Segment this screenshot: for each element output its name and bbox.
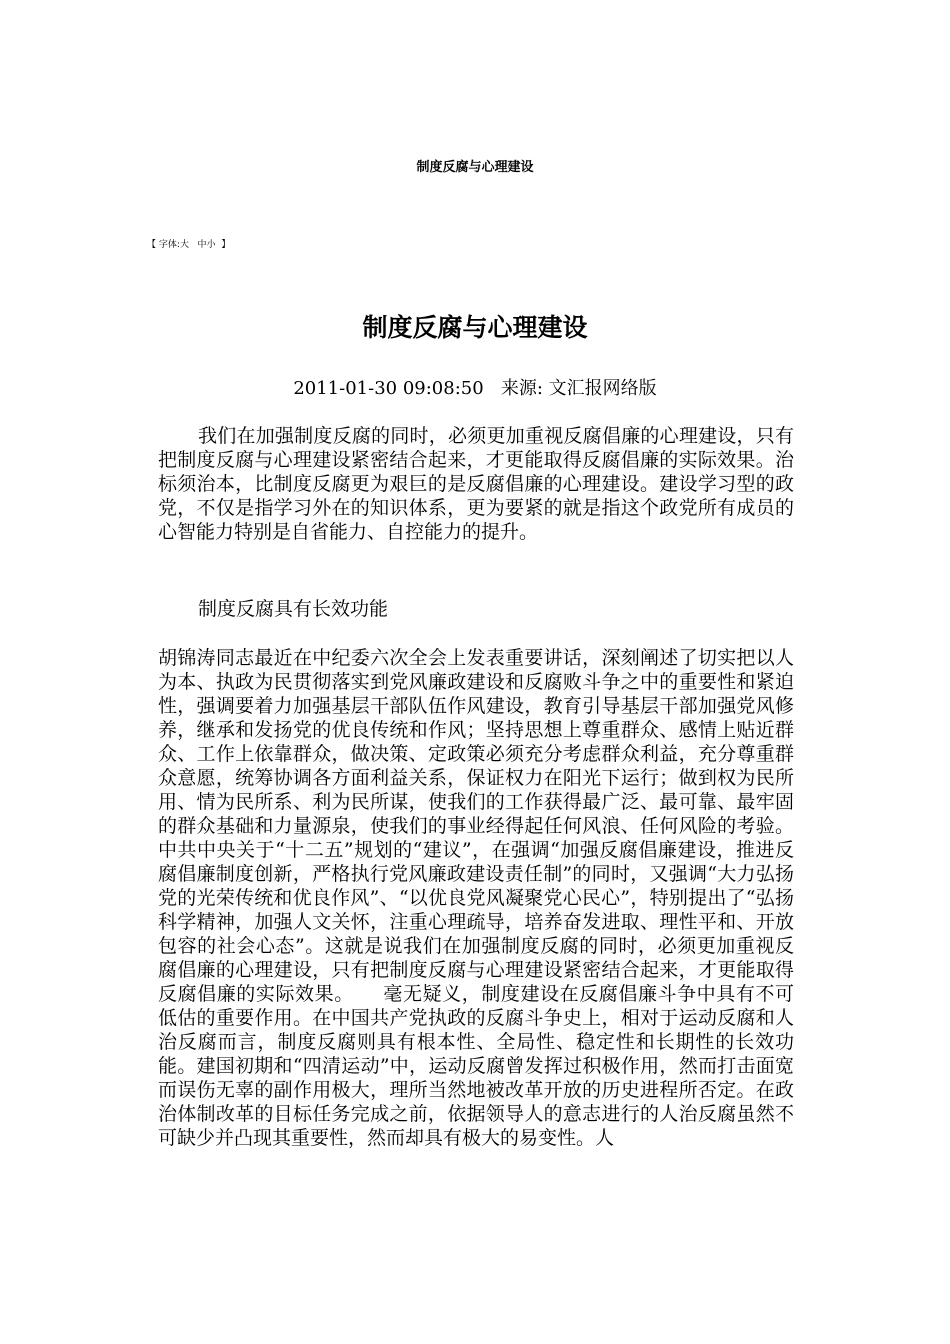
article-paragraph-intro: 我们在加强制度反腐的同时，必须更加重视反腐倡廉的心理建设，只有把制度反腐与心理建设紧密结合起来，才更能取得反腐倡廉的实际效果。治标须治本，比制度反腐更为艰巨的是反腐倡廉的心理建设。建设学习型的政党，不仅是指学习外在的知识体系，更为要紧的就是指这个政党所有成员的心智能力特别是自省能力、自控能力的提升。 <box>158 425 794 543</box>
page-header-title: 制度反腐与心理建设 <box>416 160 534 175</box>
article-subheading: 制度反腐具有长效功能 <box>198 598 389 620</box>
font-size-small-link[interactable]: 小 <box>206 240 216 250</box>
article-meta <box>0 375 950 403</box>
article-title: 制度反腐与心理建设 <box>362 313 588 342</box>
font-size-medium-link[interactable]: 中 <box>197 240 207 250</box>
font-control-close-bracket: 】 <box>221 240 231 250</box>
article-date: 2011-01-30 09:08:50 <box>293 378 484 399</box>
font-size-large-link[interactable]: 大 <box>179 240 189 250</box>
article-source: 来源: 文汇报网络版 <box>500 378 657 399</box>
font-control-label: 字体: <box>158 240 180 250</box>
font-control-open-bracket: 【 <box>147 240 157 250</box>
article-paragraph-main: 胡锦涛同志最近在中纪委六次全会上发表重要讲话，深刻阐述了切实把以人为本、执政为民贯彻落实到党风廉政建设和反腐败斗争之中的重要性和紧迫性，强调要着力加强基层干部队伍作风建设，教育引导基层干部加强党风修养，继承和发扬党的优良传统和作风；坚持思想上尊重群众、感情上贴近群众、工作上依靠群众，做决策、定政策必须充分考虑群众利益，充分尊重群众意愿，统筹协调各方面利益关系，保证权力在阳光下运行；做到权为民所用、情为民所系、利为民所谋，使我们的工作获得最广泛、最可靠、最牢固的群众基础和力量源泉，使我们的事业经得起任何风浪、任何风险的考验。中共中央关于“十二五”规划的“建议”，在强调“加强反腐倡廉建设，推进反腐倡廉制度创新，严格执行党风廉政建设责任制”的同时，又强调“大力弘扬党的光荣传统和优良作风”、“以优良党风凝聚党心民心”，特别提出了“弘扬科学精神，加强人文关怀，注重心理疏导，培养奋发进取、理性平和、开放包容的社会心态”。这就是说我们在加强制度反腐的同时，必须更加重视反腐倡廉的心理建设，只有把制度反腐与心理建设紧密结合起来，才更能取得反腐倡廉的实际效果。 毫无疑义，制度建设在反腐倡廉斗争中具有不可低估的重要作用。在中国共产党执政的反腐斗争史上，相对于运动反腐和人治反腐而言，制度反腐则具有根本性、全局性、稳定性和长期性的长效功能。建国初期和“四清运动”中，运动反腐曾发挥过积极作用，然而打击面宽而误伤无辜的副作用极大，理所当然地被改革开放的历史进程所否定。在政治体制改革的目标任务完成之前，依据领导人的意志进行的人治反腐虽然不可缺少并凸现其重要性，然而却具有极大的易变性。人 <box>158 647 794 1149</box>
font-size-control <box>147 238 230 252</box>
